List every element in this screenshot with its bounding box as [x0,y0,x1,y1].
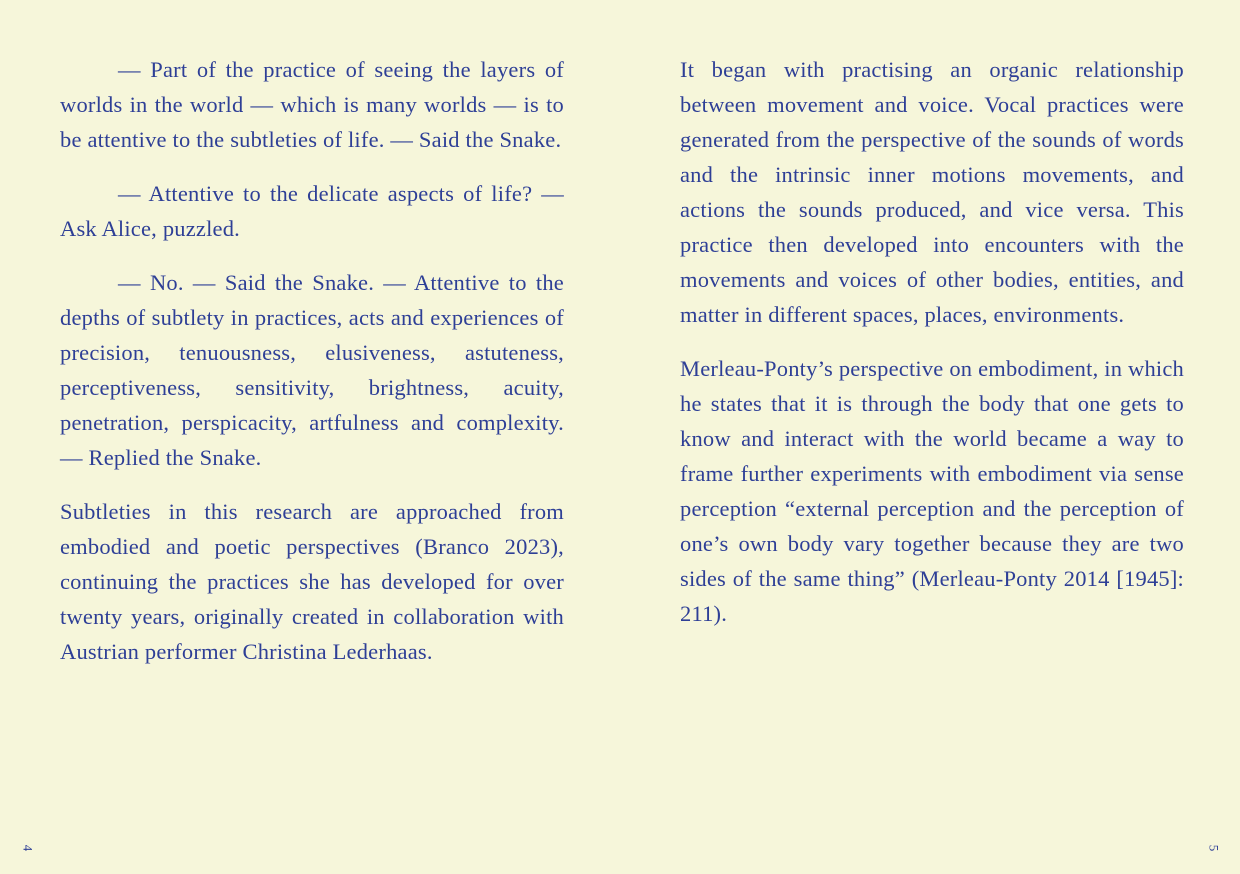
paragraph-dialogue-alice: — Attentive to the delicate aspects of life? — Ask Alice, puzzled. [60,181,564,241]
right-page-text-block [680,52,1184,650]
paragraph-merleau-ponty: Merleau-Ponty’s perspective on embodiment, in which he states that it is through the body that one gets to know and interact with the world became a way to frame further experiments with embodiment via sense perception “external perception and the perception of one’s own body vary together because they are two sides of the same thing” (Merleau-Ponty 2014 [1945]: 211). [680,356,1184,626]
paragraph-dialogue-snake-2: — No. — Said the Snake. — Attentive to the depths of subtlety in practices, acts and experiences of precision, tenuousness, elusiveness, astuteness, perceptiveness, sensitivity, brightness, acuity, penetration, perspicacity, artfulness and complexity. — Replied the Snake. [60,270,564,470]
page-number-right: 5 [1205,844,1221,852]
right-page [620,0,1240,874]
paragraph-subtleties-research: Subtleties in this research are approached from embodied and poetic perspectives (Branco 2023), continuing the practices she has developed for over twenty years, originally created in collaboration with Austrian performer Christina Lederhaas. [60,499,564,664]
page-number-left: 4 [20,844,36,852]
paragraph-practice-origin: It began with practising an organic relationship between movement and voice. Vocal practices were generated from the perspective of the sounds of words and the intrinsic inner motions movements, and actions the sounds produced, and vice versa. This practice then developed into encounters with the movements and voices of other bodies, entities, and matter in different spaces, places, environments. [680,57,1184,327]
left-page-text-block [60,52,564,688]
paragraph-dialogue-snake-1: — Part of the practice of seeing the layers of worlds in the world — which is many worlds — is to be attentive to the subtleties of life. — Said the Snake. [60,57,564,152]
